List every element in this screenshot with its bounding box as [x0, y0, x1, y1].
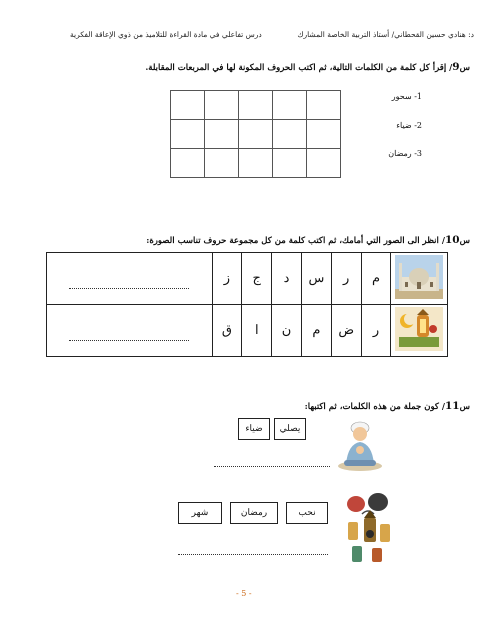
- header-lesson-title: درس تفاعلي في مادة القراءة للتلاميذ من ذوي الإعاقة الفكرية: [70, 30, 262, 39]
- letter-grid: [170, 90, 341, 178]
- word-card-ramadan[interactable]: رمضان: [230, 502, 278, 524]
- letter-cell: ا: [242, 305, 272, 357]
- grid-cell[interactable]: [273, 91, 307, 120]
- letter-cell: ر: [361, 305, 391, 357]
- answer-cell[interactable]: [47, 253, 213, 305]
- mosque-image-cell: [391, 253, 448, 305]
- grid-cell[interactable]: [239, 120, 273, 149]
- page-number: - 5 -: [236, 589, 252, 598]
- letter-cell: م: [301, 305, 331, 357]
- word-item-3: 3- رمضان: [388, 149, 422, 158]
- answer-cell[interactable]: [47, 305, 213, 357]
- letter-cell: م: [361, 253, 391, 305]
- word-card-diyaa[interactable]: ضياء: [238, 418, 270, 440]
- grid-cell[interactable]: [205, 149, 239, 178]
- grid-cell[interactable]: [171, 120, 205, 149]
- letters-table: [46, 252, 448, 357]
- word-card-shahr[interactable]: شهر: [178, 502, 222, 524]
- word-card-yusalli[interactable]: يصلي: [274, 418, 306, 440]
- grid-cell[interactable]: [239, 149, 273, 178]
- grid-cell[interactable]: [273, 149, 307, 178]
- letter-cell: ن: [272, 305, 302, 357]
- question-10-heading: س10/ انظر الى الصور التي أمامك، ثم اكتب كلمة من كل مجموعة حروف تناسب الصورة:: [146, 234, 470, 246]
- grid-cell[interactable]: [307, 120, 341, 149]
- letter-cell: ج: [242, 253, 272, 305]
- praying-boy-image: [336, 416, 384, 472]
- question-11-heading: س11/ كون جملة من هذه الكلمات، ثم اكتبها:: [304, 400, 470, 412]
- grid-cell[interactable]: [205, 120, 239, 149]
- grid-cell[interactable]: [171, 149, 205, 178]
- letter-cell: ض: [331, 305, 361, 357]
- header-author: د: هنادي حسين القحطاني/ أستاذ التربية الخاصة المشارك: [297, 30, 474, 39]
- sentence-line-1[interactable]: [214, 465, 330, 467]
- sentence-line-2[interactable]: [178, 553, 328, 555]
- grid-cell[interactable]: [307, 149, 341, 178]
- question-9-heading: س9/ إقرأ كل كلمة من الكلمات التالية، ثم اكتب الحروف المكونة لها في المربعات المقابلة.: [145, 61, 470, 73]
- ramadan-lantern-image: [395, 307, 443, 351]
- grid-cell[interactable]: [273, 120, 307, 149]
- letter-cell: د: [272, 253, 302, 305]
- letter-cell: ر: [331, 253, 361, 305]
- mosque-image: [395, 255, 443, 299]
- letter-cell: س: [301, 253, 331, 305]
- grid-cell[interactable]: [307, 91, 341, 120]
- grid-cell[interactable]: [205, 91, 239, 120]
- answer-line[interactable]: [69, 287, 189, 289]
- word-item-2: 2- ضياء: [396, 121, 422, 130]
- lanterns-image: [342, 490, 396, 570]
- answer-line[interactable]: [69, 339, 189, 341]
- letter-cell: ز: [212, 253, 242, 305]
- letter-cell: ق: [212, 305, 242, 357]
- word-card-nuhibb[interactable]: نحب: [286, 502, 328, 524]
- word-item-1: 1- سحور: [391, 92, 422, 101]
- grid-cell[interactable]: [171, 91, 205, 120]
- grid-cell[interactable]: [239, 91, 273, 120]
- ramadan-image-cell: [391, 305, 448, 357]
